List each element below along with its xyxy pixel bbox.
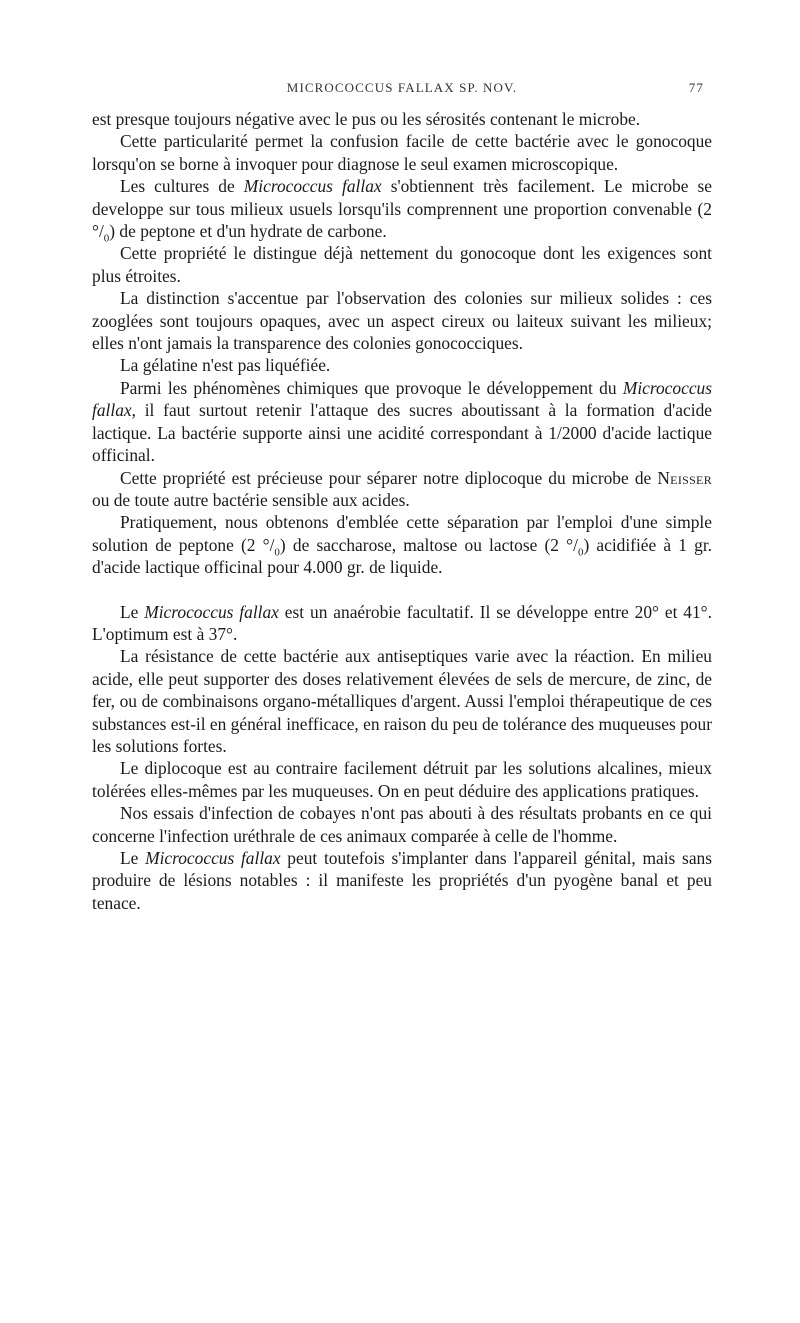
paragraph-11 bbox=[92, 645, 712, 757]
species-name: Micrococcus fallax bbox=[145, 848, 281, 868]
paragraph-10-text-a: Le bbox=[120, 601, 145, 622]
running-title: MICROCOCCUS FALLAX SP. NOV. bbox=[286, 80, 518, 95]
paragraph-9-text-b: ) de saccharose, maltose ou lactose (2 °/ bbox=[279, 534, 578, 555]
paragraph-4-text: Cette propriété le distingue déjà nettement du gonocoque dont les exigences sont plus étroites. bbox=[92, 243, 712, 286]
paragraph-11-text: La résistance de cette bactérie aux antiseptiques varie avec la réaction. En milieu acide, elle peut supporter des doses relativement élevées de sels de mercure, de zinc, de fer, ou de combinaisons organo-métalliques d'argent. Aussi l'emploi thérapeutique de ces substances est-il en général inefficace, en raison du peu de tolérance des muqueuses pour les solutions fortes. bbox=[92, 646, 712, 756]
percent-subscript: 0 bbox=[103, 232, 110, 245]
running-head bbox=[92, 80, 712, 100]
paragraph-5-text: La distinction s'accentue par l'observation des colonies sur milieux solides : ces zooglées sont toujours opaques, avec un aspect cireux ou laiteux suivant les milieux; elles n'ont jamais la transparence des colonies gonococciques. bbox=[92, 288, 712, 354]
paragraph-1 bbox=[92, 108, 712, 130]
paragraph-2 bbox=[92, 130, 712, 175]
paragraph-6 bbox=[92, 354, 712, 376]
paragraph-5 bbox=[92, 287, 712, 354]
percent-subscript: 0 bbox=[274, 546, 280, 559]
paragraph-10 bbox=[92, 601, 712, 646]
paragraph-8-text-a: Cette propriété est précieuse pour séparer notre diplocoque du microbe de bbox=[120, 467, 658, 488]
paragraph-10-text-b: est un anaérobie facultatif. Il se développe entre 20° et 41°. L'optimum est à 37°. bbox=[92, 601, 712, 644]
paragraph-13 bbox=[92, 802, 712, 847]
paragraph-3-text-b: s'obtiennent très facilement. Le microbe se developpe sur tous milieux usuels lorsqu'ils comprennent une proportion convenable (2 °/ bbox=[92, 176, 712, 242]
percent-subscript: 0 bbox=[577, 546, 584, 559]
paragraph-3 bbox=[92, 175, 712, 245]
paragraph-9 bbox=[92, 511, 712, 578]
paragraph-3-text-a: Les cultures de bbox=[120, 176, 244, 197]
paragraph-1-text: est presque toujours négative avec le pus ou les sérosités contenant le microbe. bbox=[92, 109, 641, 129]
paragraph-8-text-b: ou de toute autre bactérie sensible aux acides. bbox=[92, 489, 410, 510]
page-number: 77 bbox=[688, 80, 704, 95]
paragraph-6-text: La gélatine n'est pas liquéfiée. bbox=[120, 355, 331, 376]
paragraph-12-text: Le diplocoque est au contraire facilement détruit par les solutions alcalines, mieux tolérées elles-mêmes par les muqueuses. On en peut déduire des applications pratiques. bbox=[92, 758, 712, 801]
body-text bbox=[92, 108, 712, 914]
paragraph-14-text-b: peut toutefois s'implanter dans l'appareil génital, mais sans produire de lésions notables : il manifeste les propriétés d'un pyogène banal et peu tenace. bbox=[92, 848, 712, 913]
paragraph-3-text-c: ) de peptone et d'un hydrate de carbone. bbox=[109, 221, 387, 242]
paragraph-9-text-c: ) acidifiée à 1 gr. d'acide lactique officinal pour 4.000 gr. de liquide. bbox=[92, 534, 713, 578]
paragraph-4 bbox=[92, 242, 712, 287]
paragraph-7 bbox=[92, 377, 712, 467]
paragraph-2-text: Cette particularité permet la confusion facile de cette bactérie avec le gonocoque lorsqu'on se borne à invoquer pour diagnose le seul examen microscopique. bbox=[92, 131, 712, 174]
paragraph-13-text: Nos essais d'infection de cobayes n'ont pas abouti à des résultats probants en ce qui concerne l'infection uréthrale de ces animaux comparée à celle de l'homme. bbox=[92, 803, 712, 846]
paragraph-14 bbox=[92, 847, 712, 914]
species-name: Micrococcus fallax bbox=[243, 176, 382, 197]
species-name: Micrococcus fallax bbox=[144, 601, 279, 622]
paragraph-8 bbox=[92, 467, 712, 512]
author-name: Neisser bbox=[657, 467, 712, 488]
paragraph-12 bbox=[92, 757, 712, 802]
paragraph-9-text-a: Pratiquement, nous obtenons d'emblée cette séparation par l'emploi d'une simple solution de peptone (2 °/ bbox=[92, 512, 712, 555]
species-name: Micrococcus fallax bbox=[92, 377, 712, 421]
paragraph-7-text-b: , il faut surtout retenir l'attaque des sucres aboutissant à la formation d'acide lactique. La bactérie supporte ainsi une acidité correspondant à 1/2000 d'acide lactique officinal. bbox=[92, 400, 712, 466]
paragraph-14-text-a: Le bbox=[120, 848, 146, 868]
paragraph-7-text-a: Parmi les phénomènes chimiques que provoque le développement du bbox=[120, 377, 623, 398]
